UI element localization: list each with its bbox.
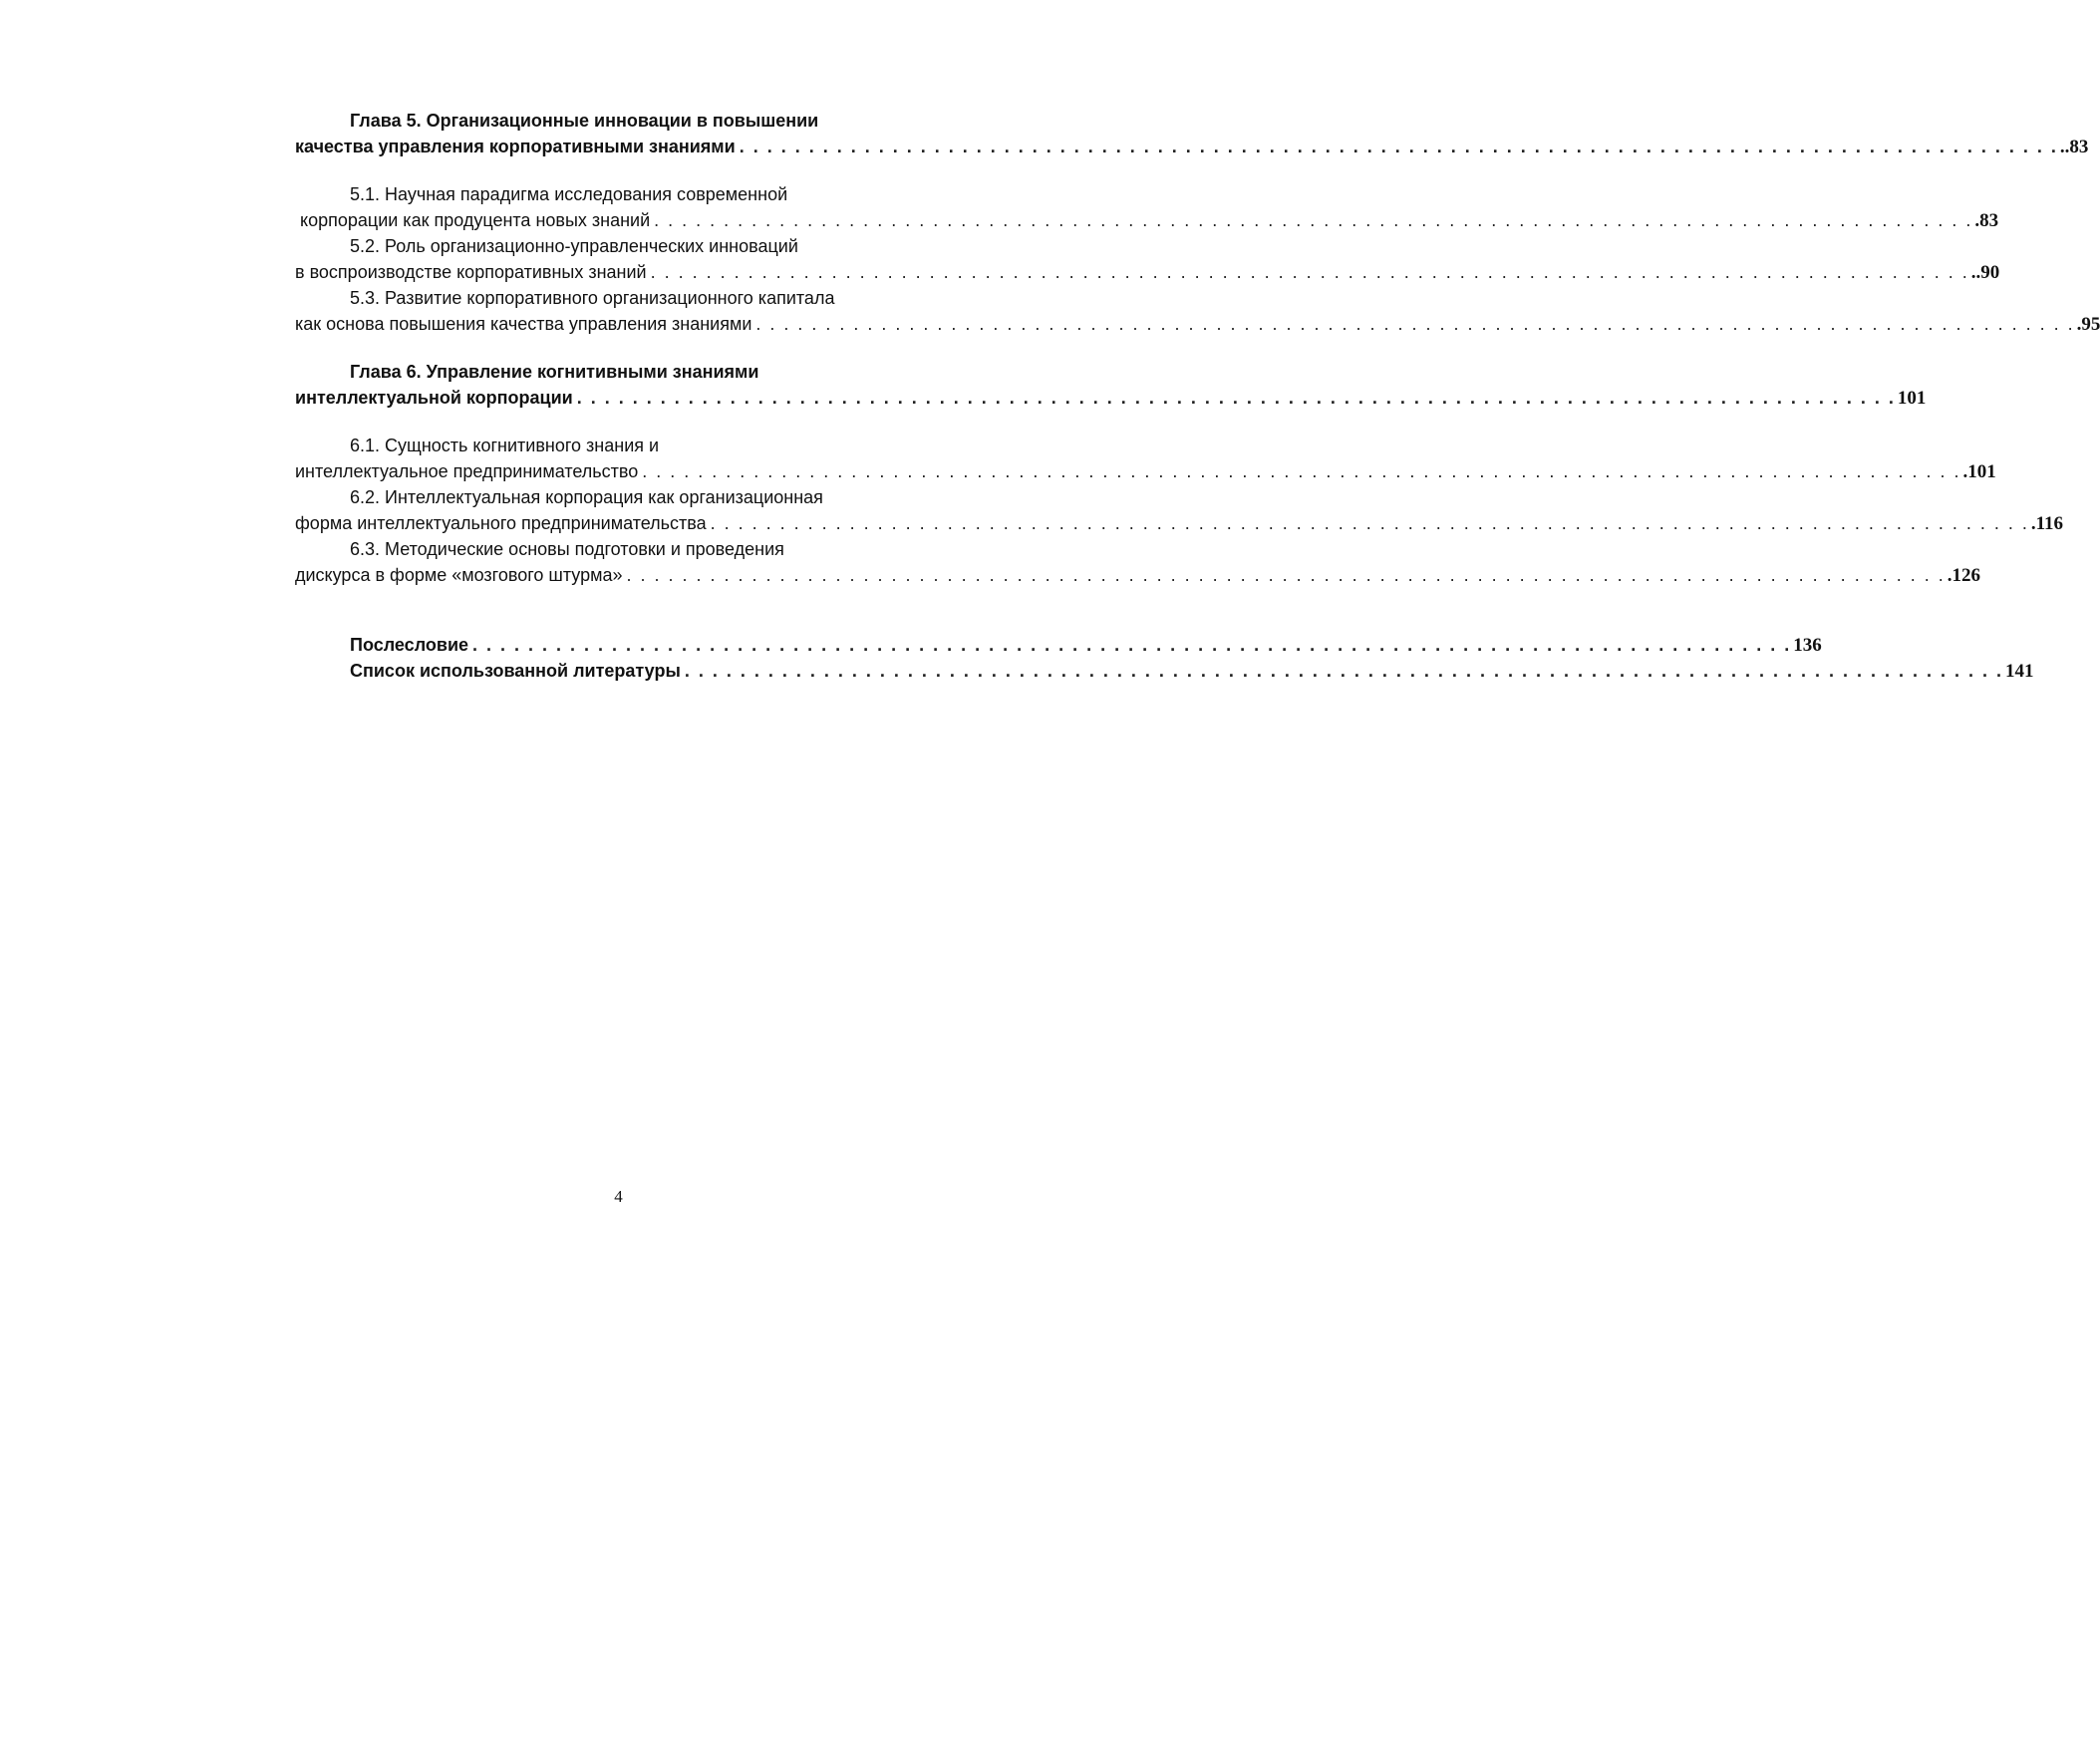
toc-sections-5 bbox=[295, 181, 2100, 337]
toc-afterword bbox=[350, 632, 1822, 658]
chapter-5-title-line-2 bbox=[295, 134, 2089, 159]
dot-leader: . . . . . . . . . . . . . . . . . . . . . . . . . . . . . . . . . . . . . . . . . . . . . . . . . . . . . . . . . . . . . . . . . . . . . . . . . . . . . . . . . . . . . . . . . . . . . . . bbox=[654, 210, 1973, 230]
toc-section-5-2 bbox=[295, 233, 2000, 285]
dot-leader: . . . . . . . . . . . . . . . . . . . . . . . . . . . . . . . . . . . . . . . . . . . . . . . . . . . . . . . . . . . . . . . . . . . . . . . . . . . . . . . . . . . . . . . . . . . . . . . bbox=[626, 565, 1946, 585]
section-6-1-text: интеллектуальное предпринимательство bbox=[295, 461, 639, 481]
section-6-3-page-number: .126 bbox=[1947, 565, 1980, 586]
section-6-2-text: форма интеллектуального предпринимательства bbox=[295, 513, 707, 533]
section-5-3-page-number: .95 bbox=[2076, 314, 2100, 335]
section-6-2-page-number: .116 bbox=[2030, 513, 2064, 534]
dot-leader: . . . . . . . . . . . . . . . . . . . . . . . . . . . . . . . . . . . . . . . . . . . . . . . . . . . . . . . . . . . . . . . . . . . . . . . . . . . . . . . . . . . . . . . . . . . . . . . bbox=[472, 635, 1792, 655]
section-6-3-line-2 bbox=[295, 562, 1980, 588]
toc-closing-entries bbox=[295, 632, 2034, 684]
section-5-2-line-1: 5.2. Роль организационно-управленческих инноваций bbox=[350, 236, 798, 256]
section-5-3-line-1: 5.3. Развитие корпоративного организационного капитала bbox=[350, 288, 835, 308]
dot-leader: . . . . . . . . . . . . . . . . . . . . . . . . . . . . . . . . . . . . . . . . . . . . . . . . . . . . . . . . . . . . . . . . . . . . . . . . . . . . . . . . . . . . . . . . . . . . . . . bbox=[650, 262, 1969, 282]
section-5-2-line-2 bbox=[295, 259, 2000, 285]
dot-leader: . . . . . . . . . . . . . . . . . . . . . . . . . . . . . . . . . . . . . . . . . . . . . . . . . . . . . . . . . . . . . . . . . . . . . . . . . . . . . . . . . . . . . . . . . . . . . . . bbox=[642, 461, 1961, 481]
section-6-3-text: дискурса в форме «мозгового штурма» bbox=[295, 565, 623, 585]
chapter-6-title-text: интеллектуальной корпорации bbox=[295, 388, 573, 408]
section-5-1-text: корпорации как продуцента новых знаний bbox=[295, 210, 651, 230]
toc-chapter-6 bbox=[295, 359, 1927, 411]
section-6-1-line-2 bbox=[295, 458, 1996, 484]
toc-section-6-3 bbox=[295, 536, 1980, 588]
section-6-1-page-number: .101 bbox=[1962, 461, 1996, 482]
section-5-2-text: в воспроизводстве корпоративных знаний bbox=[295, 262, 647, 282]
references-label: Список использованной литературы bbox=[350, 661, 681, 681]
dot-leader: . . . . . . . . . . . . . . . . . . . . . . . . . . . . . . . . . . . . . . . . . . . . . . . . . . . . . . . . . . . . . . . . . . . . . . . . . . . . . . . . . . . . . . . . . . . . . . . bbox=[739, 137, 2058, 156]
toc-chapter-5 bbox=[295, 108, 2089, 159]
section-5-1-line-2 bbox=[295, 207, 1999, 233]
chapter-6-title-line-1: Глава 6. Управление когнитивными знаниями bbox=[350, 362, 759, 382]
section-5-1-line-1: 5.1. Научная парадигма исследования современной bbox=[350, 184, 788, 204]
chapter-6-page-number: 101 bbox=[1897, 388, 1927, 409]
page-number: 4 bbox=[614, 1187, 623, 1206]
dot-leader: . . . . . . . . . . . . . . . . . . . . . . . . . . . . . . . . . . . . . . . . . . . . . . . . . . . . . . . . . . . . . . . . . . . . . . . . . . . . . . . . . . . . . . . . . . . . . . . bbox=[576, 388, 1896, 408]
chapter-5-title-line-1: Глава 5. Организационные инновации в повышении bbox=[350, 111, 819, 131]
references-page-number: 141 bbox=[2005, 661, 2034, 682]
chapter-5-title-text: качества управления корпоративными знаниями bbox=[295, 137, 736, 156]
section-6-1-line-1: 6.1. Сущность когнитивного знания и bbox=[350, 436, 660, 455]
section-5-3-text: как основа повышения качества управления знаниями bbox=[295, 314, 752, 334]
section-6-2-line-1: 6.2. Интеллектуальная корпорация как организационная bbox=[350, 487, 823, 507]
section-5-1-page-number: .83 bbox=[1974, 210, 1999, 231]
dot-leader: . . . . . . . . . . . . . . . . . . . . . . . . . . . . . . . . . . . . . . . . . . . . . . . . . . . . . . . . . . . . . . . . . . . . . . . . . . . . . . . . . . . . . . . . . . . . . . . bbox=[755, 314, 2075, 334]
afterword-page-number: 136 bbox=[1793, 635, 1822, 656]
toc-references bbox=[350, 658, 2034, 684]
toc-sections-6 bbox=[295, 433, 2064, 588]
section-6-2-line-2 bbox=[295, 510, 2064, 536]
section-5-2-page-number: ..90 bbox=[1970, 262, 2000, 283]
chapter-5-page-number: ..83 bbox=[2059, 137, 2089, 157]
toc-section-5-3 bbox=[295, 285, 2100, 337]
table-of-contents bbox=[295, 108, 2100, 684]
toc-section-5-1 bbox=[295, 181, 1999, 233]
afterword-label: Послесловие bbox=[350, 635, 469, 655]
chapter-6-title-line-2 bbox=[295, 385, 1927, 411]
section-5-3-line-2 bbox=[295, 311, 2100, 337]
section-6-3-line-1: 6.3. Методические основы подготовки и проведения bbox=[350, 539, 784, 559]
toc-section-6-2 bbox=[295, 484, 2064, 536]
dot-leader: . . . . . . . . . . . . . . . . . . . . . . . . . . . . . . . . . . . . . . . . . . . . . . . . . . . . . . . . . . . . . . . . . . . . . . . . . . . . . . . . . . . . . . . . . . . . . . . bbox=[710, 513, 2029, 533]
dot-leader: . . . . . . . . . . . . . . . . . . . . . . . . . . . . . . . . . . . . . . . . . . . . . . . . . . . . . . . . . . . . . . . . . . . . . . . . . . . . . . . . . . . . . . . . . . . . . . . bbox=[684, 661, 2004, 681]
toc-section-6-1 bbox=[295, 433, 1996, 484]
